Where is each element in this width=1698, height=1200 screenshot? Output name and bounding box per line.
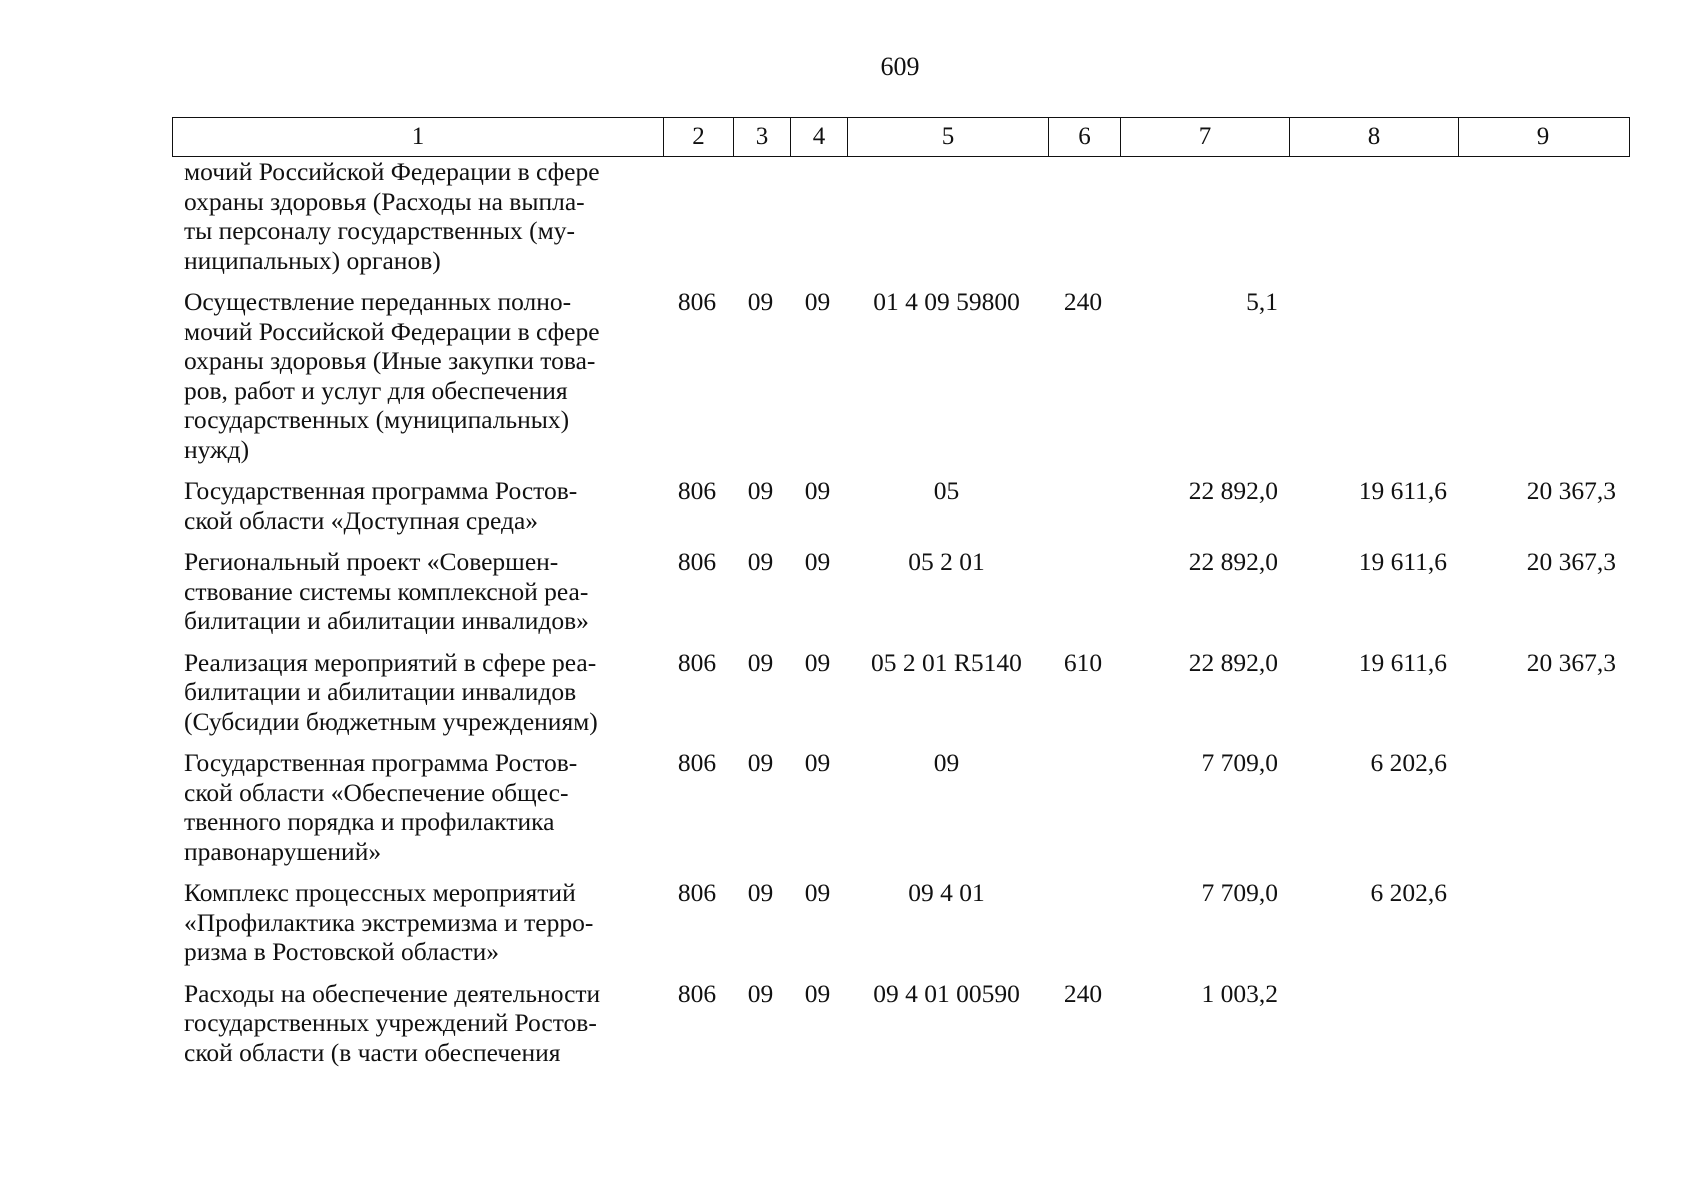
row-name-cell [172,748,662,866]
section-code-cell: 09 [747,978,774,1008]
amount-year-3-cell: 20 367,3 [1526,476,1616,505]
row-name-line: ской области (в части обеспечения [184,1037,561,1067]
table-row [172,547,1630,636]
header-col-1: 1 [411,123,425,150]
amount-year-2-cell: 6 202,6 [1370,748,1447,777]
amount-year-1-cell: 22 892,0 [1188,476,1278,505]
expense-type-cell: 240 [1063,287,1103,316]
amount-year-2-cell: 19 611,6 [1358,476,1447,505]
section-code-cell: 09 [747,647,774,677]
row-name-line: Реализация мероприятий в сфере реа- [184,647,597,677]
row-name-line: охраны здоровья (Расходы на выпла- [184,186,585,216]
expense-type-cell [1047,476,1119,535]
amount-year-3-cell [1457,748,1626,866]
amount-year-2-cell [1288,979,1457,1068]
target-article-cell: 09 4 01 00590 [873,978,1020,1008]
page-number: 609 [880,52,920,81]
row-name-line: ризма в Ростовской области» [184,937,500,966]
row-name-line: правонарушений» [184,836,382,866]
target-article-cell: 05 2 01 R5140 [871,647,1022,677]
header-col-8: 8 [1289,118,1458,156]
table-header-row [172,117,1630,157]
amount-year-2-cell: 19 611,6 [1358,647,1447,677]
subsection-code-cell: 09 [804,647,831,677]
row-name-cell [172,648,662,737]
row-name-line: Региональный проект «Совершен- [184,547,559,576]
subsection-code-cell: 09 [804,287,831,316]
row-name-cell [172,157,662,275]
row-name-line: Комплекс процессных мероприятий [184,878,576,907]
row-name-line: Государственная программа Ростов- [184,748,578,777]
amount-year-1-cell: 1 003,2 [1201,978,1278,1008]
row-name-line: мочий Российской Федерации в сфере [184,316,600,346]
header-col-7: 7 [1120,118,1289,156]
section-code-cell: 09 [747,878,774,907]
subsection-code-cell: 09 [804,476,831,505]
amount-year-1-cell: 22 892,0 [1188,547,1278,576]
expense-type-cell [1047,748,1119,866]
table-body [172,157,1630,1067]
table-row [172,287,1630,464]
row-name-line: «Профилактика экстремизма и терро- [184,907,594,937]
target-article-cell: 05 [933,476,960,505]
subsection-code-cell [789,157,846,275]
amount-year-1-cell: 7 709,0 [1201,748,1278,777]
expense-type-cell [1047,878,1119,967]
header-col-6: 6 [1048,118,1120,156]
amount-year-2-cell [1288,157,1457,275]
budget-table [172,117,1630,1079]
amount-year-2-cell [1288,287,1457,464]
row-name-line: твенного порядка и профилактика [184,807,555,836]
expense-type-cell: 240 [1063,978,1103,1008]
ministry-code-cell: 806 [677,287,717,316]
target-article-cell: 05 2 01 [908,547,985,576]
header-col-3: 3 [733,118,790,156]
row-name-line: ты персоналу государственных (му- [184,216,575,245]
amount-year-3-cell [1457,157,1626,275]
subsection-code-cell: 09 [804,748,831,777]
table-row [172,748,1630,866]
table-row [172,476,1630,535]
row-name-cell [172,287,662,464]
section-code-cell [732,157,789,275]
row-name-line: ствование системы комплексной реа- [184,576,589,606]
target-article-cell: 09 [933,748,960,777]
target-article-cell [846,157,1047,275]
table-row [172,979,1630,1068]
amount-year-1-cell: 5,1 [1246,287,1278,316]
ministry-code-cell: 806 [677,878,717,907]
expense-type-cell [1047,157,1119,275]
header-col-4: 4 [790,118,847,156]
subsection-code-cell: 09 [804,978,831,1008]
expense-type-cell [1047,547,1119,636]
row-name-line: ской области «Доступная среда» [184,505,539,535]
row-name-line: охраны здоровья (Иные закупки това- [184,346,596,375]
amount-year-3-cell: 20 367,3 [1526,647,1616,677]
section-code-cell: 09 [747,287,774,316]
ministry-code-cell: 806 [677,647,717,677]
amount-year-2-cell: 6 202,6 [1370,878,1447,907]
ministry-code-cell: 806 [677,476,717,505]
target-article-cell: 01 4 09 59800 [873,287,1020,316]
amount-year-3-cell [1457,979,1626,1068]
amount-year-3-cell [1457,878,1626,967]
row-name-line: Государственная программа Ростов- [184,476,578,505]
ministry-code-cell [662,157,732,275]
row-name-line: нужд) [184,434,250,464]
amount-year-1-cell: 22 892,0 [1188,647,1278,677]
row-name-line: ров, работ и услуг для обеспечения [184,375,568,405]
row-name-cell [172,979,662,1068]
header-col-9: 9 [1458,118,1627,156]
row-name-line: мочий Российской Федерации в сфере [184,157,600,186]
amount-year-2-cell: 19 611,6 [1358,547,1447,576]
row-name-line: ниципальных) органов) [184,245,441,275]
target-article-cell: 09 4 01 [908,878,985,907]
amount-year-1-cell [1119,157,1288,275]
section-code-cell: 09 [747,476,774,505]
amount-year-1-cell: 7 709,0 [1201,878,1278,907]
table-row [172,157,1630,275]
expense-type-cell: 610 [1063,647,1103,677]
table-row [172,648,1630,737]
row-name-line: ской области «Обеспечение общес- [184,777,569,807]
row-name-line: Осуществление переданных полно- [184,287,572,316]
row-name-line: государственных учреждений Ростов- [184,1008,597,1037]
row-name-line: билитации и абилитации инвалидов» [184,606,589,635]
header-col-2: 2 [663,118,733,156]
row-name-line: государственных (муниципальных) [184,405,570,434]
row-name-cell [172,878,662,967]
amount-year-3-cell: 20 367,3 [1526,547,1616,576]
row-name-line: билитации и абилитации инвалидов [184,677,577,706]
section-code-cell: 09 [747,748,774,777]
subsection-code-cell: 09 [804,547,831,576]
row-name-cell [172,547,662,636]
ministry-code-cell: 806 [677,547,717,576]
row-name-line: (Субсидии бюджетным учреждениям) [184,706,598,736]
row-name-line: Расходы на обеспечение деятельности [184,978,601,1008]
header-col-5: 5 [847,118,1048,156]
section-code-cell: 09 [747,547,774,576]
ministry-code-cell: 806 [677,978,717,1008]
row-name-cell [172,476,662,535]
table-row [172,878,1630,967]
ministry-code-cell: 806 [677,748,717,777]
amount-year-3-cell [1457,287,1626,464]
subsection-code-cell: 09 [804,878,831,907]
